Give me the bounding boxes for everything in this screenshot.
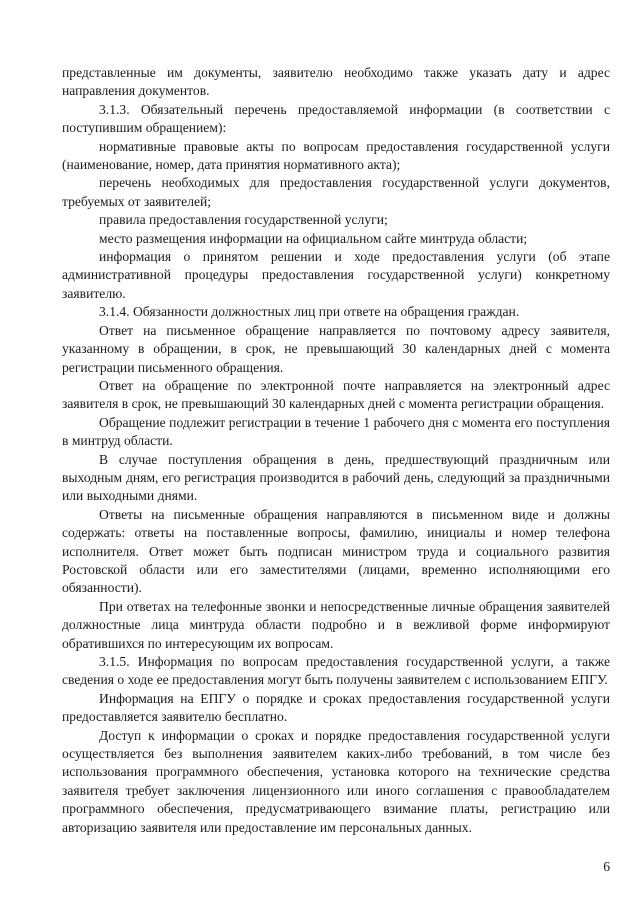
document-body [62,64,610,837]
paragraph-epgu-free: Информация на ЕПГУ о порядке и сроках предоставления государственной услуги предоставляется заявителю бесплатно. [62,690,610,725]
paragraph-written-reply: Ответ на письменное обращение направляется по почтовому адресу заявителя, указанному в обращении, в срок, не превышающий 30 календарных дней с момента регистрации письменного обращения. [62,322,610,375]
list-item-normative-acts: нормативные правовые акты по вопросам предоставления государственной услуги (наименование, номер, дата принятия нормативного акта); [62,138,610,173]
page-number: 6 [603,859,610,874]
paragraph-3-1-5: 3.1.5. Информация по вопросам предоставления государственной услуги, а также сведения о ходе ее предоставления могут быть получены заявителем с использованием ЕПГУ. [62,654,610,688]
paragraph-holiday: В случае поступления обращения в день, предшествующий праздничным или выходным дням, его регистрация производится в рабочий день, следующий за праздничными или выходными днями. [62,451,610,504]
list-item-website: место размещения информации на официальном сайте минтруда области; [99,230,528,246]
list-item-decision-info: информация о принятом решении и ходе предоставления услуги (об этапе административной процедуры предоставления государственной услуги) конкретному заявителю. [62,249,610,301]
paragraph-continuation: представленные им документы, заявителю необходимо также указать дату и адрес направления документов. [62,65,610,99]
paragraph-registration: Обращение подлежит регистрации в течение 1 рабочего дня с момента его поступления в минтруд области. [62,414,610,449]
paragraph-3-1-4: 3.1.4. Обязанности должностных лиц при ответе на обращения граждан. [99,304,520,320]
list-item-documents: перечень необходимых для предоставления государственной услуги документов, требуемых от заявителей; [62,175,610,209]
paragraph-3-1-3: 3.1.3. Обязательный перечень предоставляемой информации (в соответствии с поступившим обращением): [62,101,610,136]
paragraph-access: Доступ к информации о сроках и порядке предоставления государственной услуги осуществляется без выполнения заявителем каких-либо требований, в том числе без использования программного обеспечения, установка которого на технические средства заявителя требует заключения лицензионного или иного соглашения с правообладателем программного обеспечения, предусматривающего взимание платы, регистрацию или авторизацию заявителя или предоставление им персональных данных. [62,727,610,835]
list-item-rules: правила предоставления государственной услуги; [99,212,388,228]
paragraph-email-reply: Ответ на обращение по электронной почте направляется на электронный адрес заявителя в срок, не превышающий 30 календарных дней с момента регистрации обращения. [62,377,610,412]
paragraph-reply-content: Ответы на письменные обращения направляются в письменном виде и должны содержать: ответы на поставленные вопросы, фамилию, инициалы и номер телефона исполнителя. Ответ может быть подписан министром труда и социального развития Ростовской области или его заместителями (лицами, временно исполняющими его обязанности). [62,506,610,596]
paragraph-phone-calls: При ответах на телефонные звонки и непосредственные личные обращения заявителей должностные лица минтруда области подробно и в вежливой форме информируют обратившихся по интересующим их вопросам. [62,598,610,651]
